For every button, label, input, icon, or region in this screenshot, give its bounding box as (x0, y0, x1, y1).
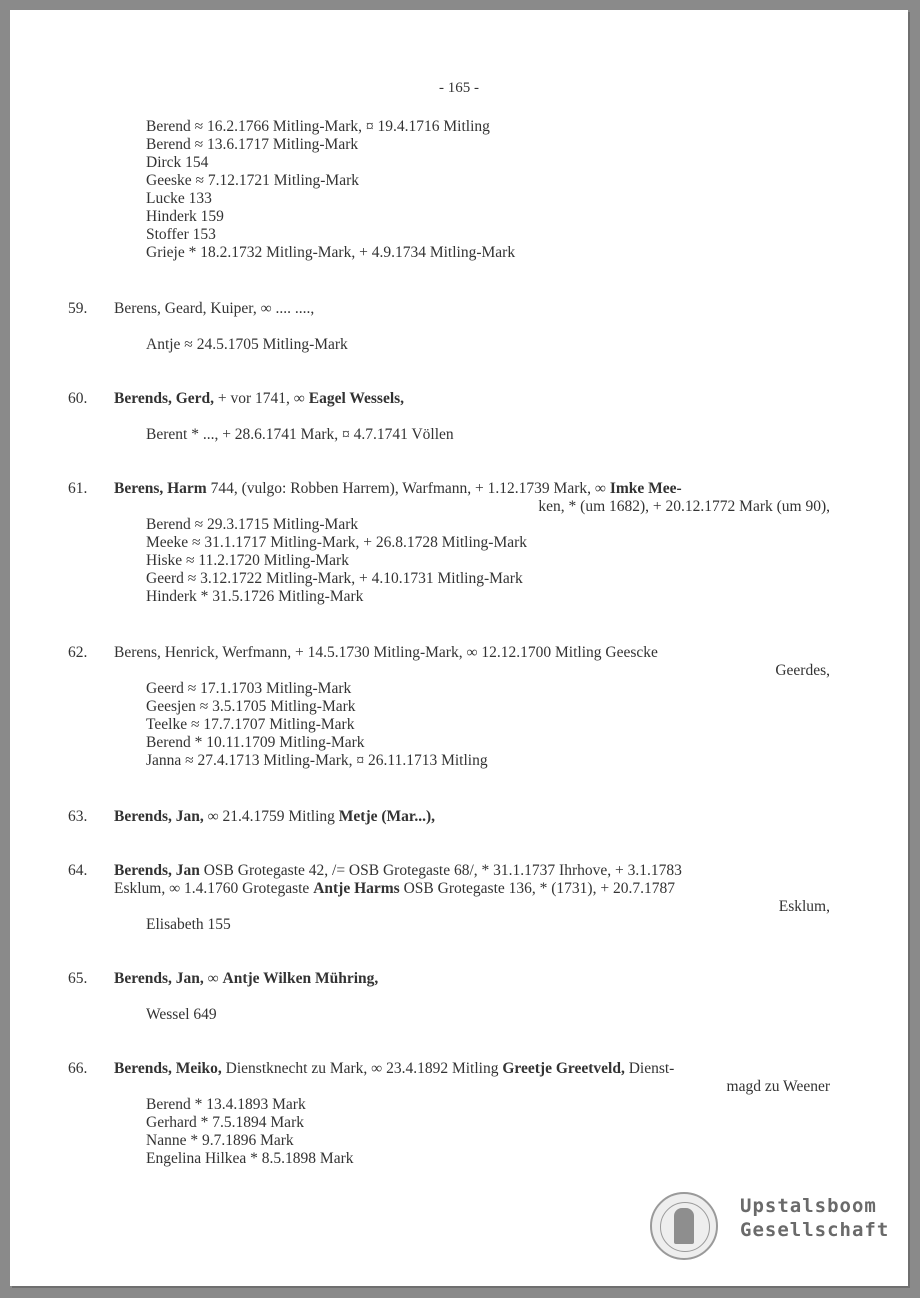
spouse-name: Antje Wilken Mühring, (222, 970, 379, 987)
child-line: Dirck 154 (146, 154, 209, 171)
child-line: Teelke ≈ 17.7.1707 Mitling-Mark (146, 716, 355, 733)
child-line: Gerhard * 7.5.1894 Mark (146, 1114, 304, 1131)
child-line: Janna ≈ 27.4.1713 Mitling-Mark, ¤ 26.11.1713 Mitling (146, 752, 488, 769)
entry-name: Berens, Geard, (114, 300, 207, 317)
child-line: Geeske ≈ 7.12.1721 Mitling-Mark (146, 172, 359, 189)
entry-continuation: Esklum, (778, 898, 830, 915)
entry-text: Kuiper, ∞ .... ...., (206, 300, 315, 317)
logo-line-1: Upstalsboom (740, 1195, 877, 1217)
child-line: Geerd ≈ 17.1.1703 Mitling-Mark (146, 680, 352, 697)
child-line: Antje ≈ 24.5.1705 Mitling-Mark (146, 336, 348, 353)
child-line: Hinderk * 31.5.1726 Mitling-Mark (146, 588, 364, 605)
entry-name: Berens, Henrick, (114, 644, 219, 661)
spouse-name: Imke Mee- (609, 480, 682, 497)
entry-name: Berends, Gerd, (114, 390, 215, 407)
entry-name: Berends, Jan, (114, 808, 204, 825)
entry-number: 62. (68, 644, 88, 661)
child-line: Wessel 649 (146, 1006, 217, 1023)
entry-heading (114, 390, 404, 408)
entry-number: 63. (68, 808, 88, 825)
entry-text: ∞ 21.4.1759 Mitling (203, 808, 339, 825)
entry-continuation: ken, * (um 1682), + 20.12.1772 Mark (um 90), (538, 498, 830, 515)
entry-text: OSB Grotegaste 42, /= OSB Grotegaste 68/, * 31.1.1737 Ihrhove, + 3.1.1783 (199, 862, 682, 879)
entry-name: Berends, Meiko, (114, 1060, 222, 1077)
entry-heading (114, 480, 682, 498)
entry-heading-line2 (114, 880, 675, 898)
society-logo (648, 1190, 898, 1270)
entry-continuation: Geerdes, (775, 662, 830, 679)
entry-text: 744, (vulgo: Robben Harrem), Warfmann, + 1.12.1739 Mark, ∞ (206, 480, 610, 497)
entry-text: Dienstknecht zu Mark, ∞ 23.4.1892 Mitling (221, 1060, 503, 1077)
child-line: Stoffer 153 (146, 226, 216, 243)
entry-text: + vor 1741, ∞ (214, 390, 309, 407)
child-line: Berend * 10.11.1709 Mitling-Mark (146, 734, 365, 751)
entry-number: 65. (68, 970, 88, 987)
entry-text: Dienst- (624, 1060, 675, 1077)
child-line: Meeke ≈ 31.1.1717 Mitling-Mark, + 26.8.1728 Mitling-Mark (146, 534, 528, 551)
entry-number: 59. (68, 300, 88, 317)
child-line: Berend ≈ 16.2.1766 Mitling-Mark, ¤ 19.4.1716 Mitling (146, 118, 490, 135)
child-line: Grieje * 18.2.1732 Mitling-Mark, + 4.9.1734 Mitling-Mark (146, 244, 516, 261)
child-line: Elisabeth 155 (146, 916, 231, 933)
child-line: Berend ≈ 13.6.1717 Mitling-Mark (146, 136, 359, 153)
entry-heading (114, 970, 378, 988)
logo-text (740, 1194, 889, 1242)
child-line: Geesjen ≈ 3.5.1705 Mitling-Mark (146, 698, 356, 715)
child-line: Geerd ≈ 3.12.1722 Mitling-Mark, + 4.10.1731 Mitling-Mark (146, 570, 523, 587)
entry-heading (114, 862, 682, 880)
entry-text: ∞ (203, 970, 223, 987)
spouse-name: Eagel Wessels, (308, 390, 405, 407)
entry-text: Esklum, ∞ 1.4.1760 Grotegaste (114, 880, 314, 897)
entry-number: 66. (68, 1060, 88, 1077)
spouse-name: Geescke (605, 644, 658, 661)
entry-name: Berends, Jan, (114, 970, 204, 987)
child-line: Lucke 133 (146, 190, 212, 207)
child-line: Berend ≈ 29.3.1715 Mitling-Mark (146, 516, 359, 533)
entry-name: Berends, Jan (114, 862, 200, 879)
child-line: Hinderk 159 (146, 208, 224, 225)
entry-number: 64. (68, 862, 88, 879)
entry-heading (114, 644, 658, 662)
spouse-name: Metje (Mar...), (338, 808, 436, 825)
page-number: - 165 - (439, 80, 479, 96)
spouse-name: Greetje Greetveld, (502, 1060, 625, 1077)
document-page (10, 10, 908, 1286)
seal-figure (674, 1208, 694, 1244)
child-line: Berend * 13.4.1893 Mark (146, 1096, 306, 1113)
logo-line-2: Gesellschaft (740, 1219, 890, 1241)
entry-number: 60. (68, 390, 88, 407)
entry-number: 61. (68, 480, 88, 497)
seal-icon (650, 1192, 718, 1260)
entry-heading (114, 300, 314, 318)
entry-continuation: magd zu Weener (726, 1078, 830, 1095)
entry-name: Berens, Harm (114, 480, 207, 497)
entry-text: Werfmann, + 14.5.1730 Mitling-Mark, ∞ 12.12.1700 Mitling (218, 644, 606, 661)
entry-text: OSB Grotegaste 136, * (1731), + 20.7.1787 (399, 880, 675, 897)
entry-heading (114, 808, 435, 826)
spouse-name: Antje Harms (313, 880, 400, 897)
child-line: Engelina Hilkea * 8.5.1898 Mark (146, 1150, 354, 1167)
child-line: Nanne * 9.7.1896 Mark (146, 1132, 294, 1149)
entry-heading (114, 1060, 674, 1078)
child-line: Hiske ≈ 11.2.1720 Mitling-Mark (146, 552, 349, 569)
child-line: Berent * ..., + 28.6.1741 Mark, ¤ 4.7.1741 Völlen (146, 426, 454, 443)
